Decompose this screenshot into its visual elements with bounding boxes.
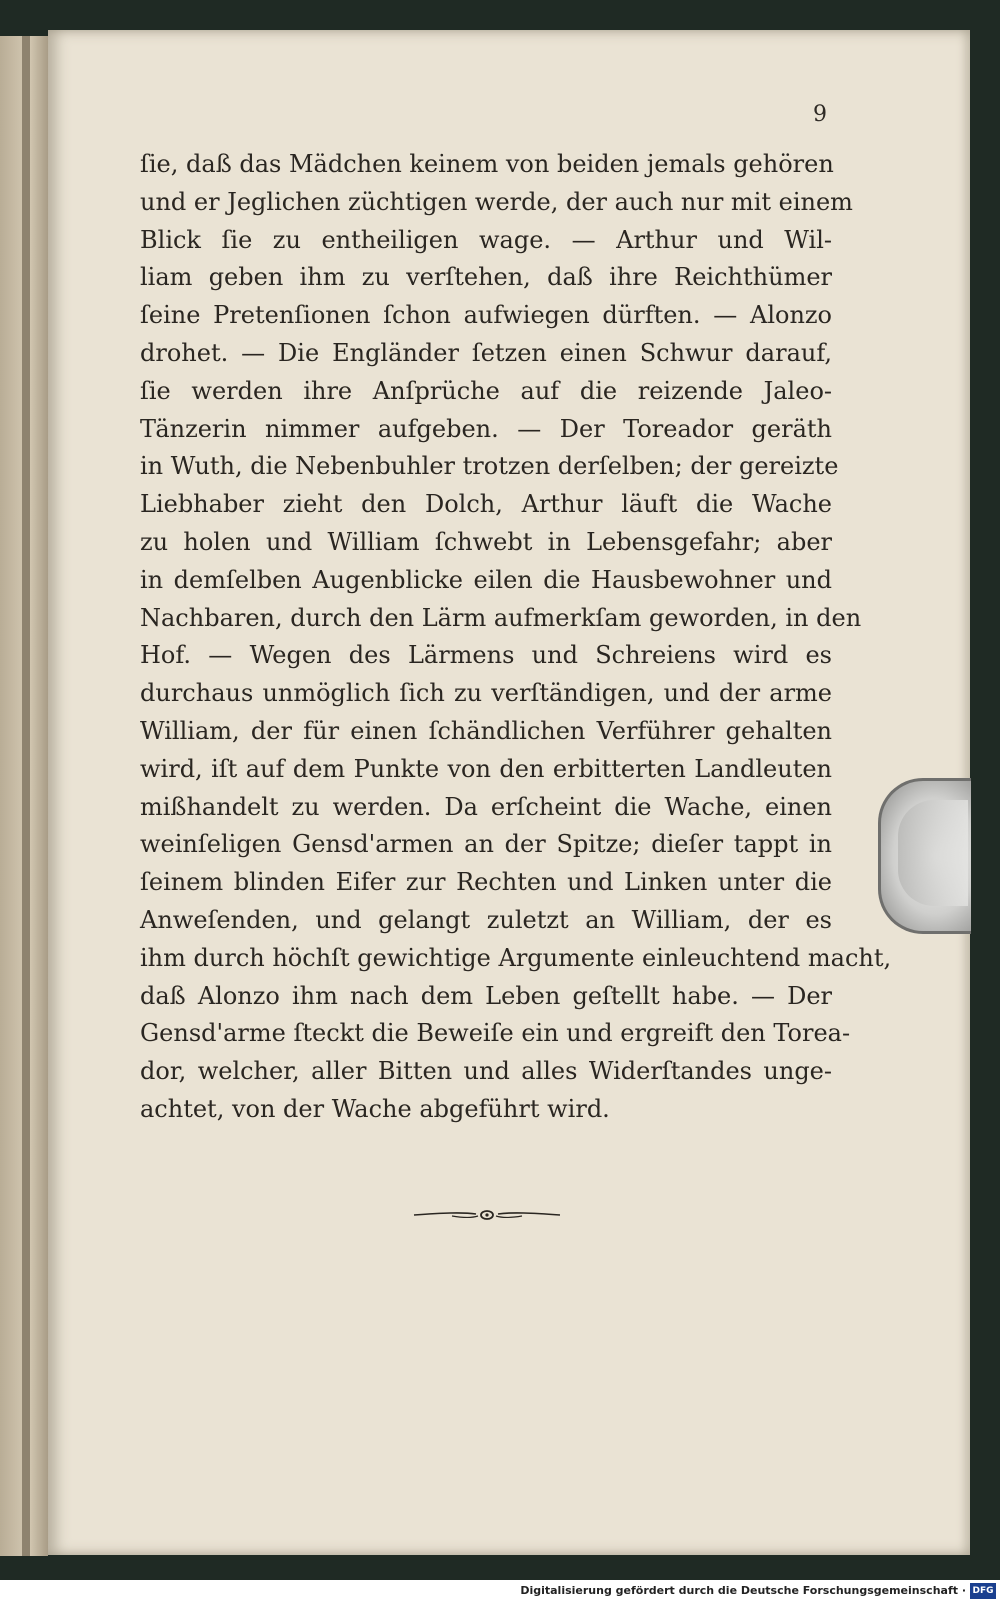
text-line-1: ſie, daß das Mädchen keinem von beiden jemals gehören: [140, 150, 834, 178]
text-line-5: ſeine Pretenſionen ſchon aufwiegen dürften. — Alonzo: [140, 301, 832, 330]
text-line-20: ſeinem blinden Eifer zur Rechten und Linken unter die: [140, 868, 832, 897]
page-holder-clip-highlight: [898, 800, 968, 906]
text-line-13: Nachbaren, durch den Lärm aufmerkſam geworden, in den: [140, 603, 862, 632]
end-ornament-icon: [412, 1204, 562, 1226]
text-line-18: mißhandelt zu werden. Da erſcheint die Wache, einen: [140, 792, 832, 821]
text-line-10: Liebhaber zieht den Dolch, Arthur läuft die Wache: [140, 490, 832, 519]
text-line-8: Tänzerin nimmer aufgeben. — Der Toreador geräth: [140, 414, 832, 443]
text-line-11: zu holen und William ſchwebt in Lebensgefahr; aber: [140, 527, 832, 556]
text-line-14: Hof. — Wegen des Lärmens und Schreiens wird es: [140, 641, 832, 670]
text-line-24: Gensd'arme ſteckt die Beweiſe ein und ergreift den Torea-: [140, 1019, 851, 1048]
text-line-2: und er Jeglichen züchtigen werde, der auch nur mit einem: [140, 187, 853, 216]
text-line-15: durchaus unmöglich ſich zu verſtändigen, und der arme: [140, 679, 832, 708]
page-number: 9: [813, 102, 827, 127]
text-line-22: ihm durch höchſt gewichtige Argumente einleuchtend macht,: [140, 943, 892, 972]
text-line-9: in Wuth, die Nebenbuhler trotzen derſelben; der gereizte: [140, 452, 839, 481]
footer-credit-text: Digitalisierung gefördert durch die Deutsche Forschungsgemeinschaft ·: [520, 1584, 966, 1597]
text-line-6: drohet. — Die Engländer ſetzen einen Schwur darauf,: [140, 338, 832, 367]
text-line-25: dor, welcher, aller Bitten und alles Widerſtandes unge-: [140, 1057, 832, 1086]
page-body-text: [140, 146, 892, 1129]
footer-bar: [0, 1580, 1000, 1604]
text-line-12: in demſelben Augenblicke eilen die Hausbewohner und: [140, 565, 832, 594]
dfg-logo-icon: DFG: [970, 1583, 996, 1599]
binding-shadow: [22, 36, 30, 1556]
text-line-26: achtet, von der Wache abgeführt wird.: [140, 1094, 610, 1123]
text-line-21: Anweſenden, und gelangt zuletzt an William, der es: [140, 905, 832, 934]
text-line-19: weinſeligen Gensd'armen an der Spitze; dieſer tappt in: [140, 830, 832, 859]
text-line-23: daß Alonzo ihm nach dem Leben geſtellt habe. — Der: [140, 981, 832, 1010]
text-line-7: ſie werden ihre Anſprüche auf die reizende Jaleo-: [140, 376, 832, 405]
text-line-16: William, der für einen ſchändlichen Verführer gehalten: [140, 716, 832, 745]
text-line-4: liam geben ihm zu verſtehen, daß ihre Reichthümer: [140, 263, 832, 292]
text-line-3: Blick ſie zu entheiligen wage. — Arthur und Wil-: [140, 225, 832, 254]
text-line-17: wird, iſt auf dem Punkte von den erbitterten Landleuten: [140, 754, 832, 783]
